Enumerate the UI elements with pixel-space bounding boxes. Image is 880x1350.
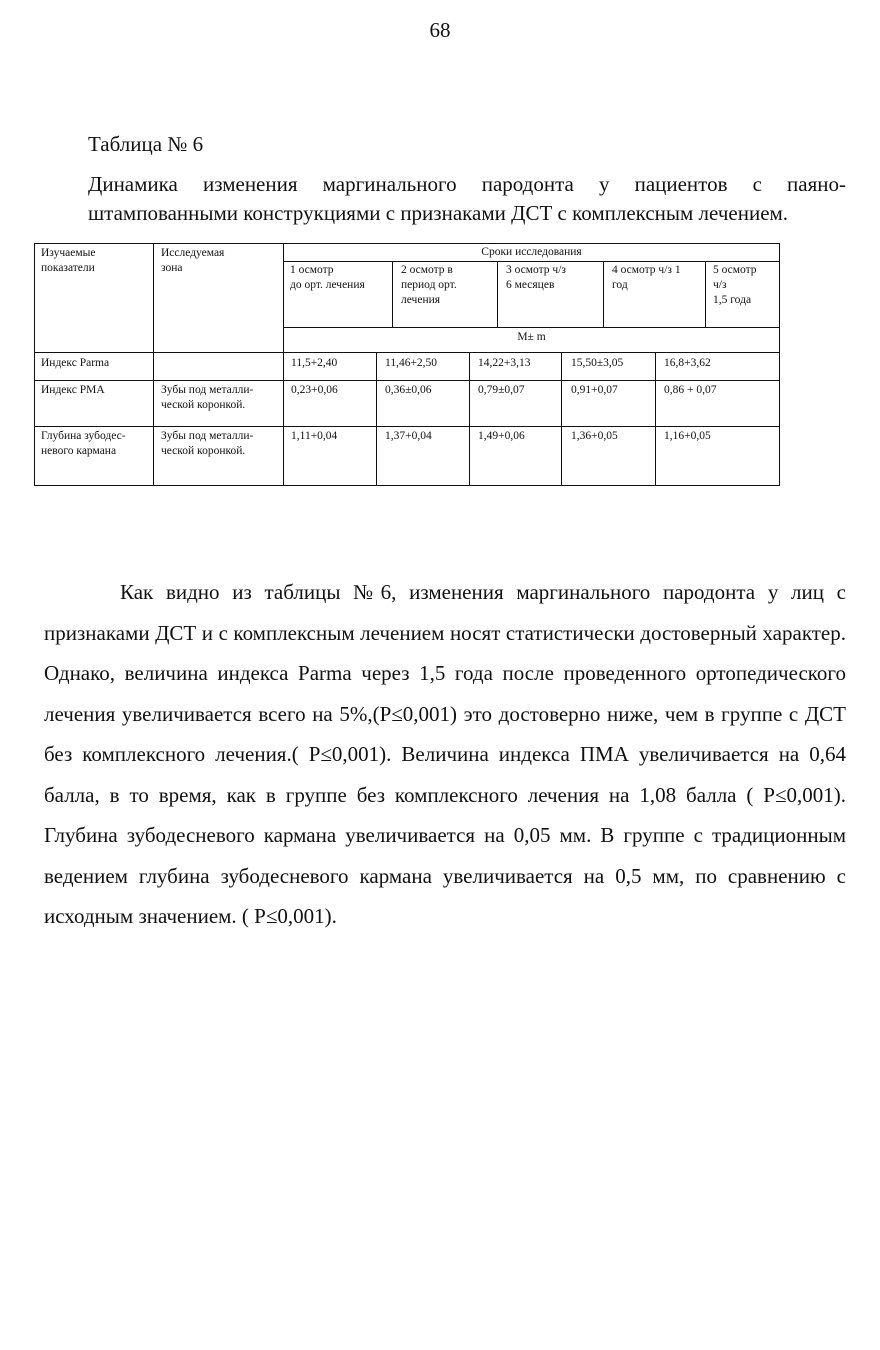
table-caption: Динамика изменения маргинального пародонта у пациентов с паяно-штампованными конструкциями с признаками ДСТ с комплексным лечением. [88, 172, 846, 225]
row-3-value-2: 1,37+0,04 [385, 430, 432, 442]
header-indicators: Изучаемые показатели [41, 247, 96, 274]
row-1-value-4: 15,50±3,05 [571, 357, 624, 369]
row-1-value-5: 16,8+3,62 [664, 357, 711, 369]
row-2-value-5: 0,86 + 0,07 [664, 384, 717, 396]
period-5: 5 осмотр ч/з 1,5 года [713, 264, 757, 306]
table-label: Таблица № 6 [88, 132, 204, 156]
row-3-value-4: 1,36+0,05 [571, 430, 618, 442]
body-text [44, 572, 846, 937]
row-2-zone: Зубы под металли- ческой коронкой. [161, 384, 254, 411]
period-3: 3 осмотр ч/з 6 месяцев [506, 264, 566, 291]
row-1-value-1: 11,5+2,40 [291, 357, 338, 369]
row-3-value-5: 1,16+0,05 [664, 430, 711, 442]
body-paragraph: Как видно из таблицы №6, изменения маргинального пародонта у лиц с признаками ДСТ и с комплексным лечением носят статистически достоверный характер. Однако, величина индекса Parma через 1,5 года после проведенного ортопедического лечения увеличивается всего на 5%,(P≤0,001) это достоверно ниже, чем в группе с ДСТ без комплексного лечения.( P≤0,001). Величина индекса ПМА увеличивается на 0,64 балла, в то время, как в группе без комплексного лечения на 1,08 балла ( P≤0,001). Глубина зубодесневого кармана увеличивается на 0,05 мм. В группе с традиционным ведением глубина зубодесневого кармана увеличивается на 0,5 мм, по сравнению с исходным значением. ( P≤0,001). [44, 580, 846, 928]
row-2-value-2: 0,36±0,06 [385, 384, 432, 396]
row-1-value-2: 11,46+2,50 [385, 357, 438, 369]
row-1-value-3: 14,22+3,13 [478, 357, 531, 369]
header-zone: Исследуемая зона [161, 247, 225, 274]
row-2-indicator: Индекс PMA [41, 384, 105, 396]
units-label: M± m [517, 331, 546, 343]
period-1: 1 осмотр до орт. лечения [290, 264, 365, 291]
row-3-indicator: Глубина зубодес- невого кармана [41, 430, 126, 457]
row-2-value-3: 0,79±0,07 [478, 384, 525, 396]
row-2-value-1: 0,23+0,06 [291, 384, 338, 396]
row-3-zone: Зубы под металли- ческой коронкой. [161, 430, 254, 457]
header-periods: Сроки исследования [481, 246, 582, 258]
row-3-value-3: 1,49+0,06 [478, 430, 525, 442]
page-number: 68 [429, 18, 451, 42]
data-table [34, 243, 780, 486]
row-1-indicator: Индекс Parma [41, 357, 110, 369]
row-3-value-1: 1,11+0,04 [291, 430, 338, 442]
period-4: 4 осмотр ч/з 1 год [612, 264, 681, 291]
row-2-value-4: 0,91+0,07 [571, 384, 618, 396]
period-2: 2 осмотр в период орт. лечения [401, 264, 457, 306]
